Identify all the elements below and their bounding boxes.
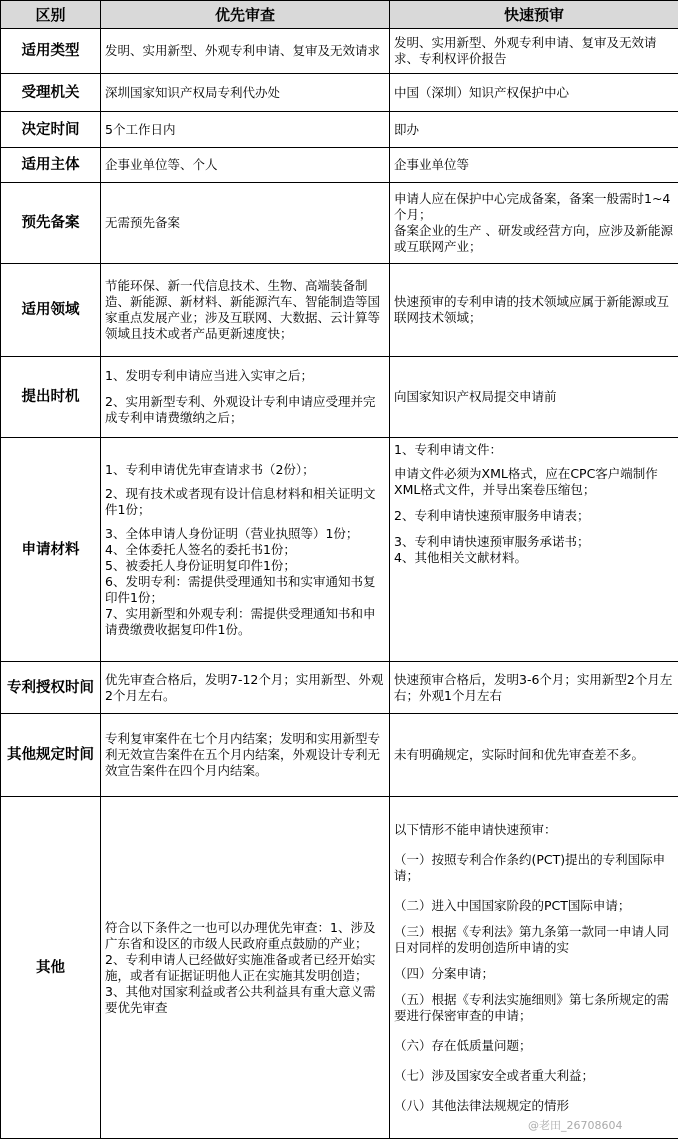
row-decision-time [1, 112, 678, 148]
row-timing [1, 357, 678, 438]
row-agency [1, 74, 678, 112]
fast-cell [390, 183, 678, 264]
header-priority-review: 优先审查 [101, 1, 390, 29]
material-item: 4、其他相关文献材料。 [394, 550, 527, 565]
fast-cell: 快速预审合格后，发明3-6个月；实用新型2个月左右；外观1个月左右 [390, 662, 678, 714]
exclusion-item: （六）存在低质量问题； [394, 1037, 532, 1053]
row-label: 申请材料 [1, 438, 101, 662]
material-item: 5、被委托人身份证明复印件1份； [105, 557, 296, 573]
row-other [1, 797, 678, 1139]
row-label: 适用领域 [1, 264, 101, 357]
row-other-time [1, 714, 678, 797]
fast-cell [390, 438, 678, 662]
row-subject [1, 148, 678, 183]
row-pre-filing [1, 183, 678, 264]
watermark: @老田_26708604 [528, 1119, 623, 1132]
priority-cell: 深圳国家知识产权局专利代办处 [101, 74, 390, 112]
priority-cell: 符合以下条件之一也可以办理优先审查：1、涉及广东省和设区的市级人民政府重点鼓励的产业；2、专利申请人已经做好实施准备或者已经开始实施，或者有证据证明他人正在实施其发明创造；3、其他对国家利益或者公共利益具有重大意义需要优先审查 [101, 797, 390, 1139]
exclusion-item: （四）分案申请； [394, 965, 495, 981]
priority-cell: 发明、实用新型、外观专利申请、复审及无效请求 [101, 29, 390, 74]
fast-cell: 企事业单位等 [390, 148, 678, 183]
fast-cell [390, 797, 678, 1139]
exclusion-item: （七）涉及国家安全或者重大利益； [394, 1067, 595, 1083]
priority-cell [101, 357, 390, 438]
priority-cell: 无需预先备案 [101, 183, 390, 264]
fast-cell: 即办 [390, 112, 678, 148]
row-label: 预先备案 [1, 183, 101, 264]
priority-paragraph: 1、发明专利申请应当进入实审之后； [105, 368, 313, 383]
priority-cell: 5个工作日内 [101, 112, 390, 148]
exclusion-item: （五）根据《专利法实施细则》第七条所规定的需要进行保密审查的申请； [394, 991, 670, 1023]
priority-cell: 节能环保、新一代信息技术、生物、高端装备制造、新能源、新材料、新能源汽车、智能制造等国家重点发展产业；涉及互联网、大数据、云计算等领域且技术或者产品更新速度快； [101, 264, 390, 357]
header-category: 区别 [1, 1, 101, 29]
fast-cell: 发明、实用新型、外观专利申请、复审及无效请求、专利权评价报告 [390, 29, 678, 74]
fast-cell: 未有明确规定，实际时间和优先审查差不多。 [390, 714, 678, 797]
row-label: 其他 [1, 797, 101, 1139]
row-label: 适用类型 [1, 29, 101, 74]
row-scope-type [1, 29, 678, 74]
material-item: 2、专利申请快速预审服务申请表； [394, 508, 590, 523]
fast-paragraph: 备案企业的生产 、研发或经营方向，应涉及新能源或互联网产业； [394, 223, 673, 254]
material-item: 2、现有技术或者现有设计信息材料和相关证明文件1份； [105, 485, 376, 517]
row-field [1, 264, 678, 357]
fast-cell: 中国（深圳）知识产权保护中心 [390, 74, 678, 112]
material-item: 7、实用新型和外观专利：需提供受理通知书和申请费缴费收据复印件1份。 [105, 605, 376, 637]
material-item: 6、发明专利：需提供受理通知书和实审通知书复印件1份； [105, 573, 376, 605]
priority-cell: 优先审查合格后，发明7-12个月；实用新型、外观2个月左右。 [101, 662, 390, 714]
priority-cell: 企事业单位等、个人 [101, 148, 390, 183]
row-label: 提出时机 [1, 357, 101, 438]
exclusion-item: （一）按照专利合作条约(PCT)提出的专利国际申请； [394, 851, 666, 883]
material-item: 申请文件必须为XML格式，应在CPC客户端制作XML格式文件，并导出案卷压缩包； [394, 466, 658, 497]
priority-cell [101, 438, 390, 662]
exclusion-intro: 以下情形不能申请快速预审： [394, 821, 557, 837]
exclusion-item: （二）进入中国国家阶段的PCT国际申请； [394, 897, 631, 913]
exclusion-item: （三）根据《专利法》第九条第一款同一申请人同日对同样的发明创造所申请的实 [394, 923, 670, 955]
row-label: 适用主体 [1, 148, 101, 183]
header-row [1, 1, 678, 29]
row-label: 其他规定时间 [1, 714, 101, 797]
priority-paragraph: 2、实用新型专利、外观设计专利申请应受理并完成专利申请费缴纳之后； [105, 394, 376, 425]
row-label: 受理机关 [1, 74, 101, 112]
fast-cell: 快速预审的专利申请的技术领域应属于新能源或互联网技术领域； [390, 264, 678, 357]
exclusion-item: （八）其他法律法规规定的情形 [394, 1097, 570, 1113]
header-fast-pre-exam: 快速预审 [390, 1, 678, 29]
row-label: 决定时间 [1, 112, 101, 148]
material-item: 4、全体委托人签名的委托书1份； [105, 541, 296, 557]
material-item: 3、全体申请人身份证明（营业执照等）1份； [105, 525, 359, 541]
row-label: 专利授权时间 [1, 662, 101, 714]
material-item: 1、专利申请优先审查请求书（2份）； [105, 461, 315, 477]
fast-cell: 向国家知识产权局提交申请前 [390, 357, 678, 438]
fast-paragraph: 申请人应在保护中心完成备案，备案一般需时1~4个月； [394, 191, 671, 222]
row-materials [1, 438, 678, 662]
priority-cell: 专利复审案件在七个月内结案；发明和实用新型专利无效宣告案件在五个月内结案，外观设计专利无效宣告案件在四个月内结案。 [101, 714, 390, 797]
material-item: 1、专利申请文件： [394, 442, 502, 457]
row-grant-time [1, 662, 678, 714]
material-item: 3、专利申请快速预审服务承诺书； [394, 534, 590, 549]
